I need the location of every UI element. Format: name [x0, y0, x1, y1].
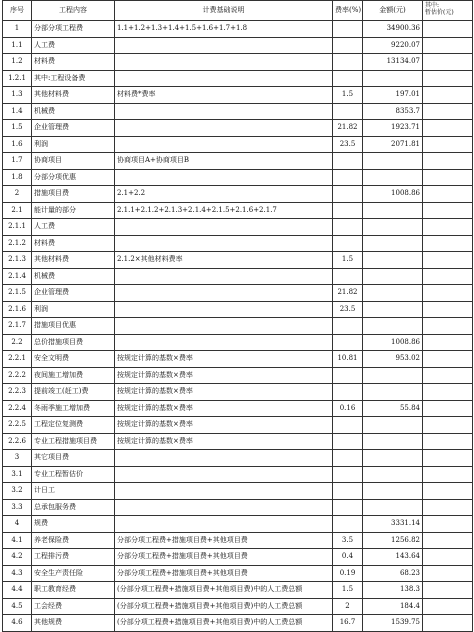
- cell-name: 机械费: [32, 268, 115, 285]
- cell-rate: [333, 219, 363, 236]
- cell-rate: [333, 516, 363, 533]
- cell-amount: [363, 169, 423, 186]
- cell-name: 计日工: [32, 483, 115, 500]
- cell-basis: [115, 516, 333, 533]
- cell-basis: 按规定计算的基数×费率: [115, 384, 333, 401]
- cell-basis: [115, 103, 333, 120]
- cell-rate: 0.16: [333, 400, 363, 417]
- cell-amount: 55.84: [363, 400, 423, 417]
- table-row: [3, 169, 473, 186]
- cell-basis: 材料费*费率: [115, 87, 333, 104]
- table-row: [3, 103, 473, 120]
- cell-extra: [423, 450, 473, 467]
- cell-extra: [423, 37, 473, 54]
- cell-extra: [423, 87, 473, 104]
- cell-rate: [333, 235, 363, 252]
- table-row: [3, 532, 473, 549]
- cell-amount: 68.23: [363, 565, 423, 582]
- cell-name: 工会经费: [32, 598, 115, 615]
- cell-name: 机械费: [32, 103, 115, 120]
- cell-no: 2.1.4: [3, 268, 32, 285]
- cell-no: 2.2: [3, 334, 32, 351]
- cell-rate: 2: [333, 598, 363, 615]
- table-row: [3, 450, 473, 467]
- cell-basis: 1.1+1.2+1.3+1.4+1.5+1.6+1.7+1.8: [115, 21, 333, 38]
- cell-basis: [115, 120, 333, 137]
- cell-amount: [363, 219, 423, 236]
- cell-rate: [333, 153, 363, 170]
- table-row: [3, 54, 473, 71]
- table-row: [3, 219, 473, 236]
- cell-extra: [423, 433, 473, 450]
- cell-basis: 分部分项工程费+措施项目费+其他项目费: [115, 532, 333, 549]
- table-row: [3, 565, 473, 582]
- cell-amount: [363, 301, 423, 318]
- cell-basis: 2.1+2.2: [115, 186, 333, 203]
- cell-extra: [423, 532, 473, 549]
- table-row: [3, 334, 473, 351]
- cell-extra: [423, 549, 473, 566]
- cell-amount: [363, 285, 423, 302]
- table-row: [3, 87, 473, 104]
- cell-basis: [115, 318, 333, 335]
- cell-extra: [423, 301, 473, 318]
- cell-extra: [423, 499, 473, 516]
- cell-name: 工程定位复测费: [32, 417, 115, 434]
- cell-extra: [423, 615, 473, 632]
- cell-basis: 分部分项工程费+措施项目费+其他项目费: [115, 565, 333, 582]
- cell-no: 2.1.1: [3, 219, 32, 236]
- cell-amount: [363, 202, 423, 219]
- cell-name: 措施项目优惠: [32, 318, 115, 335]
- cell-extra: [423, 318, 473, 335]
- cell-name: 人工费: [32, 37, 115, 54]
- header-name: 工程内容: [32, 1, 115, 21]
- table-row: [3, 400, 473, 417]
- cell-name: 安全生产责任险: [32, 565, 115, 582]
- cell-extra: [423, 400, 473, 417]
- cell-rate: [333, 483, 363, 500]
- table-row: [3, 466, 473, 483]
- cell-extra: [423, 565, 473, 582]
- cell-no: 3: [3, 450, 32, 467]
- table-row: [3, 21, 473, 38]
- table-row: [3, 433, 473, 450]
- cell-amount: [363, 70, 423, 87]
- cell-rate: 1.5: [333, 252, 363, 269]
- cell-name: 材料费: [32, 54, 115, 71]
- cell-name: 安全文明费: [32, 351, 115, 368]
- cell-name: 协商项目: [32, 153, 115, 170]
- table-row: [3, 598, 473, 615]
- cell-name: 职工教育经费: [32, 582, 115, 599]
- cell-basis: 按规定计算的基数×费率: [115, 417, 333, 434]
- cell-rate: [333, 433, 363, 450]
- cell-extra: [423, 186, 473, 203]
- cell-name: 措施项目费: [32, 186, 115, 203]
- cell-no: 2.2.6: [3, 433, 32, 450]
- cell-rate: 21.82: [333, 120, 363, 137]
- cell-basis: [115, 334, 333, 351]
- cell-basis: [115, 466, 333, 483]
- cell-no: 4.1: [3, 532, 32, 549]
- cell-amount: 953.02: [363, 351, 423, 368]
- cell-no: 1.2.1: [3, 70, 32, 87]
- cell-no: 3.1: [3, 466, 32, 483]
- table-row: [3, 483, 473, 500]
- cell-name: 其中:工程设备费: [32, 70, 115, 87]
- cell-basis: [115, 37, 333, 54]
- cell-rate: [333, 334, 363, 351]
- cell-rate: 23.5: [333, 301, 363, 318]
- cell-basis: 2.1.1+2.1.2+2.1.3+2.1.4+2.1.5+2.1.6+2.1.7: [115, 202, 333, 219]
- cell-extra: [423, 285, 473, 302]
- cell-basis: [115, 268, 333, 285]
- cell-no: 1.3: [3, 87, 32, 104]
- cell-extra: [423, 351, 473, 368]
- cell-extra: [423, 367, 473, 384]
- cell-amount: 1008.86: [363, 334, 423, 351]
- cell-name: 利润: [32, 136, 115, 153]
- cell-basis: [115, 499, 333, 516]
- cell-rate: [333, 70, 363, 87]
- table-row: [3, 202, 473, 219]
- cell-amount: [363, 268, 423, 285]
- cell-basis: 按规定计算的基数×费率: [115, 400, 333, 417]
- cell-amount: 3331.14: [363, 516, 423, 533]
- cell-no: 1: [3, 21, 32, 38]
- cell-no: 2.1.2: [3, 235, 32, 252]
- cell-name: 专业工程暂估价: [32, 466, 115, 483]
- cell-extra: [423, 598, 473, 615]
- cell-name: 材料费: [32, 235, 115, 252]
- cell-name: 分部分项工程费: [32, 21, 115, 38]
- cell-no: 2.1.7: [3, 318, 32, 335]
- cell-rate: [333, 367, 363, 384]
- cell-extra: [423, 153, 473, 170]
- cell-basis: 按规定计算的基数×费率: [115, 367, 333, 384]
- cell-rate: 23.5: [333, 136, 363, 153]
- cell-no: 1.7: [3, 153, 32, 170]
- table-row: [3, 37, 473, 54]
- cell-amount: [363, 367, 423, 384]
- cell-rate: [333, 186, 363, 203]
- table-row: [3, 153, 473, 170]
- table-header-row: [3, 1, 473, 21]
- cell-name: 冬雨季施工增加费: [32, 400, 115, 417]
- cell-extra: [423, 120, 473, 137]
- cell-no: 3.2: [3, 483, 32, 500]
- table-body: [3, 21, 473, 632]
- cell-name: 其他材料费: [32, 252, 115, 269]
- cell-name: 其它项目费: [32, 450, 115, 467]
- cell-basis: (分部分项工程费+措施项目费+其他项目费)中的人工费总额: [115, 582, 333, 599]
- table-row: [3, 549, 473, 566]
- cell-extra: [423, 136, 473, 153]
- cell-name: 提前竣工(赶工)费: [32, 384, 115, 401]
- cell-amount: [363, 318, 423, 335]
- cell-extra: [423, 334, 473, 351]
- cell-rate: 16.7: [333, 615, 363, 632]
- cell-name: 企业管理费: [32, 120, 115, 137]
- cell-basis: [115, 70, 333, 87]
- cell-basis: (分部分项工程费+措施项目费+其他项目费)中的人工费总额: [115, 615, 333, 632]
- cell-amount: 9220.07: [363, 37, 423, 54]
- cost-table: [2, 0, 473, 632]
- cell-no: 2.1: [3, 202, 32, 219]
- cell-name: 其他规费: [32, 615, 115, 632]
- cell-extra: [423, 466, 473, 483]
- cell-rate: 21.82: [333, 285, 363, 302]
- cell-amount: 1923.71: [363, 120, 423, 137]
- cell-rate: [333, 268, 363, 285]
- cell-rate: 1.5: [333, 582, 363, 599]
- cell-extra: [423, 235, 473, 252]
- cell-no: 4.5: [3, 598, 32, 615]
- cell-rate: [333, 417, 363, 434]
- table-row: [3, 615, 473, 632]
- cell-amount: 1256.82: [363, 532, 423, 549]
- cell-no: 4.6: [3, 615, 32, 632]
- cell-basis: [115, 483, 333, 500]
- cell-amount: 34900.36: [363, 21, 423, 38]
- table-row: [3, 384, 473, 401]
- cell-no: 2: [3, 186, 32, 203]
- cell-no: 3.3: [3, 499, 32, 516]
- cell-amount: [363, 153, 423, 170]
- cell-extra: [423, 202, 473, 219]
- cell-amount: [363, 483, 423, 500]
- cell-amount: 138.3: [363, 582, 423, 599]
- cell-extra: [423, 582, 473, 599]
- cell-no: 2.1.6: [3, 301, 32, 318]
- cell-basis: 按规定计算的基数×费率: [115, 351, 333, 368]
- cell-no: 1.8: [3, 169, 32, 186]
- table-row: [3, 351, 473, 368]
- cell-amount: 184.4: [363, 598, 423, 615]
- cell-extra: [423, 70, 473, 87]
- cell-no: 2.2.2: [3, 367, 32, 384]
- cell-basis: 分部分项工程费+措施项目费+其他项目费: [115, 549, 333, 566]
- cell-extra: [423, 516, 473, 533]
- cell-no: 1.6: [3, 136, 32, 153]
- cell-name: 规费: [32, 516, 115, 533]
- cell-name: 工程排污费: [32, 549, 115, 566]
- cell-name: 其他材料费: [32, 87, 115, 104]
- table-row: [3, 235, 473, 252]
- cell-basis: 2.1.2×其他材料费率: [115, 252, 333, 269]
- cell-basis: [115, 169, 333, 186]
- table-row: [3, 516, 473, 533]
- table-row: [3, 285, 473, 302]
- cell-name: 企业管理费: [32, 285, 115, 302]
- cell-name: 能计量的部分: [32, 202, 115, 219]
- cell-name: 专业工程措施项目费: [32, 433, 115, 450]
- header-rate: 费率(%): [333, 1, 363, 21]
- cell-amount: [363, 384, 423, 401]
- cell-amount: [363, 252, 423, 269]
- cell-no: 1.1: [3, 37, 32, 54]
- cell-amount: 8353.7: [363, 103, 423, 120]
- header-amount: 金额(元): [363, 1, 423, 21]
- cell-rate: 0.19: [333, 565, 363, 582]
- cell-extra: [423, 21, 473, 38]
- cell-amount: [363, 466, 423, 483]
- cell-name: 总承包服务费: [32, 499, 115, 516]
- cell-basis: [115, 136, 333, 153]
- cell-rate: [333, 103, 363, 120]
- cell-extra: [423, 169, 473, 186]
- cell-rate: 10.81: [333, 351, 363, 368]
- table-row: [3, 499, 473, 516]
- cell-no: 2.2.4: [3, 400, 32, 417]
- cell-no: 2.2.3: [3, 384, 32, 401]
- cell-basis: [115, 235, 333, 252]
- table-row: [3, 252, 473, 269]
- cell-rate: [333, 318, 363, 335]
- cell-extra: [423, 417, 473, 434]
- cell-name: 分部分项优惠: [32, 169, 115, 186]
- cell-amount: 197.01: [363, 87, 423, 104]
- table-row: [3, 70, 473, 87]
- cell-extra: [423, 54, 473, 71]
- table-row: [3, 268, 473, 285]
- cell-no: 4.3: [3, 565, 32, 582]
- cell-no: 4: [3, 516, 32, 533]
- cell-basis: [115, 219, 333, 236]
- cell-extra: [423, 384, 473, 401]
- cell-no: 2.2.5: [3, 417, 32, 434]
- header-no: 序号: [3, 1, 32, 21]
- cell-basis: [115, 285, 333, 302]
- cell-amount: 2071.81: [363, 136, 423, 153]
- cell-name: 夜间施工增加费: [32, 367, 115, 384]
- cell-no: 2.1.3: [3, 252, 32, 269]
- cell-extra: [423, 219, 473, 236]
- header-basis: 计费基础说明: [115, 1, 333, 21]
- cell-name: 养老保险费: [32, 532, 115, 549]
- table-row: [3, 367, 473, 384]
- cell-amount: [363, 235, 423, 252]
- cell-rate: [333, 499, 363, 516]
- cell-extra: [423, 268, 473, 285]
- cell-extra: [423, 483, 473, 500]
- table-row: [3, 136, 473, 153]
- cell-extra: [423, 103, 473, 120]
- cell-amount: 143.64: [363, 549, 423, 566]
- cell-amount: [363, 433, 423, 450]
- cell-rate: 1.5: [333, 87, 363, 104]
- table-row: [3, 582, 473, 599]
- cell-no: 1.4: [3, 103, 32, 120]
- cell-name: 利润: [32, 301, 115, 318]
- cell-amount: [363, 450, 423, 467]
- cell-basis: [115, 450, 333, 467]
- cell-no: 2.2.1: [3, 351, 32, 368]
- table-row: [3, 417, 473, 434]
- cell-basis: [115, 301, 333, 318]
- cell-rate: 3.5: [333, 532, 363, 549]
- cell-basis: 协商项目A+协商项目B: [115, 153, 333, 170]
- cell-rate: [333, 384, 363, 401]
- cell-amount: 1008.86: [363, 186, 423, 203]
- cell-no: 4.4: [3, 582, 32, 599]
- cell-no: 1.2: [3, 54, 32, 71]
- cell-rate: [333, 169, 363, 186]
- table-row: [3, 120, 473, 137]
- cell-rate: 0.4: [333, 549, 363, 566]
- cell-rate: [333, 21, 363, 38]
- cell-rate: [333, 466, 363, 483]
- cell-no: 1.5: [3, 120, 32, 137]
- cell-rate: [333, 54, 363, 71]
- cell-no: 2.1.5: [3, 285, 32, 302]
- cell-amount: [363, 417, 423, 434]
- cell-amount: [363, 499, 423, 516]
- header-extra: 其中: 暂估价(元): [423, 1, 473, 21]
- table-row: [3, 301, 473, 318]
- cell-rate: [333, 450, 363, 467]
- cell-name: 人工费: [32, 219, 115, 236]
- cell-no: 4.2: [3, 549, 32, 566]
- cell-amount: 1539.75: [363, 615, 423, 632]
- table-row: [3, 186, 473, 203]
- cell-rate: [333, 37, 363, 54]
- cell-extra: [423, 252, 473, 269]
- cell-basis: (分部分项工程费+措施项目费+其他项目费)中的人工费总额: [115, 598, 333, 615]
- cell-basis: 按规定计算的基数×费率: [115, 433, 333, 450]
- table-row: [3, 318, 473, 335]
- cell-amount: 13134.07: [363, 54, 423, 71]
- cell-name: 总价措施项目费: [32, 334, 115, 351]
- cell-rate: [333, 202, 363, 219]
- cell-basis: [115, 54, 333, 71]
